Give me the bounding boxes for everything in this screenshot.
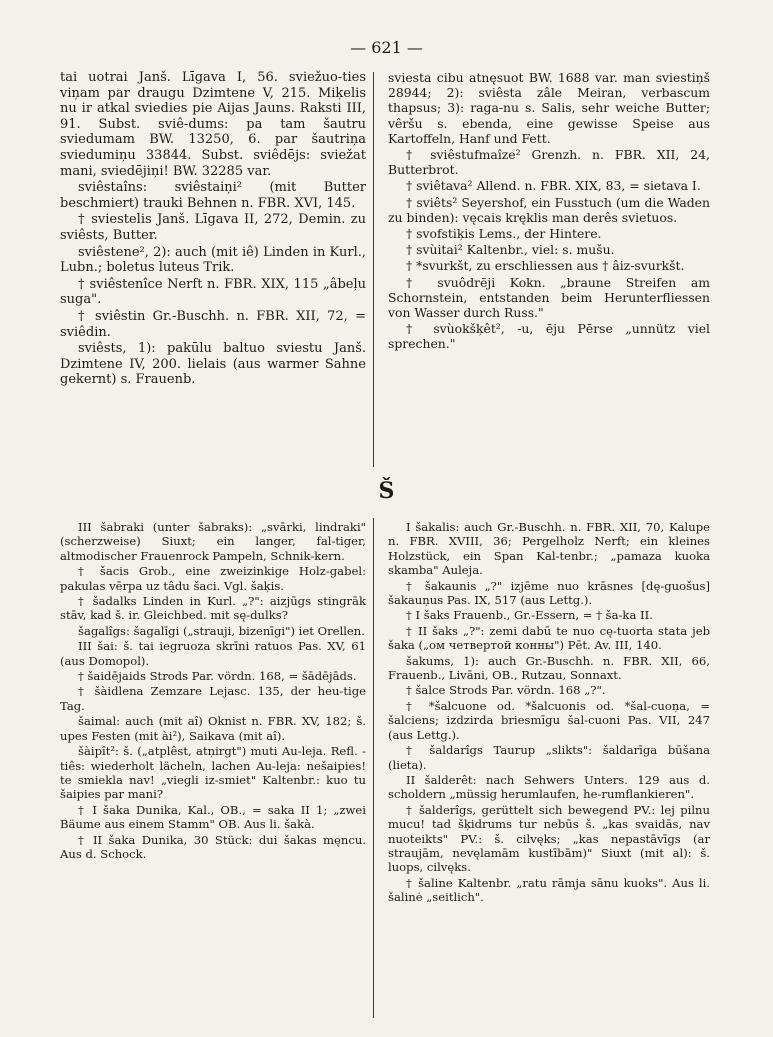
- entry: † šakaunis „?" izjēme nuo krāsnes [dę-guošus] šakauņus Pas. IX, 517 (aus Lettg.).: [388, 578, 710, 608]
- column-bottom-left: [60, 520, 366, 862]
- entry: † sviêstufmaîze² Grenzh. n. FBR. XII, 24, Butterbrot.: [388, 147, 710, 178]
- page-number: — 621 —: [350, 38, 423, 57]
- entry: šagalîgs: šagalīgi („strauji, bizenīgi") iet Orellen.: [78, 623, 365, 638]
- column-rule-top: [373, 72, 374, 467]
- entry: † sviêts² Seyershof, ein Fusstuch (um die Waden zu binden): vęcais kręklis man derês svietuos.: [388, 194, 710, 225]
- entry: sviesta cibu atnęsuot BW. 1688 var. man sviestiņš 28944; 2): sviêsta zâle Meiran, verbascum thapsus; 3): raga-nu s. Salis, sehr weiche Butter; vêršu s. ebenda, eine gewisse Speise aus Kartoffeln, Hanf und Fett.: [388, 70, 710, 146]
- column-top-left: [60, 70, 366, 389]
- entry: † svùokšķêt², -u, ēju Pērse „unnütz viel sprechen.": [388, 321, 710, 352]
- entry: II šalderêt: nach Sehwers Unters. 129 aus d. scholdern „müssig herumlaufen, he-rumflankieren".: [388, 772, 710, 802]
- entry: † šalce Strods Par. vördn. 168 „?".: [406, 683, 606, 698]
- column-bottom-right: [388, 520, 710, 906]
- entry: sviêstaîns: sviêstaiņi² (mit Butter beschmiert) trauki Behnen n. FBR. XVI, 145.: [60, 180, 366, 211]
- entry: I šakalis: auch Gr.-Buschh. n. FBR. XII, 70, Kalupe n. FBR. XVIII, 36; Pergelholz Nerft; ein kleines Holzstück, ein Span Kal-tenbr.; „pamaza kuoka skamba" Auleja.: [388, 520, 710, 578]
- entry: III šabraki (unter šabraks): „svārki, lindraki" (scherzweise) Siuxt; ein langer, fal-tiger, altmodischer Frauenrock Pampeln, Schnik-kern.: [60, 520, 366, 563]
- entry: † šaidējaids Strods Par. vördn. 168, = šādējāds.: [78, 669, 357, 684]
- entry: † sviêstenîce Nerft n. FBR. XIX, 115 „âbeļu suga".: [60, 276, 366, 308]
- entry: † *šalcuone od. *šalcuonis od. *šal-cuoņa, = šalciens; izdzirda briesmīgu šal-cuoni Pas. VII, 247 (aus Lettg.).: [388, 698, 710, 742]
- entry: † svofstiķis Lems., der Hintere.: [406, 226, 602, 242]
- entry: šaimal: auch (mit aî) Oknist n. FBR. XV, 182; š. upes Festen (mit ài²), Saikava (mit aî).: [60, 714, 366, 743]
- entry: III šai: š. tai iegruoza skrīni ratuos Pas. XV, 61 (aus Domopol).: [60, 639, 366, 668]
- entry: tai uotrai Janš. Līgava I, 56. sviežuo-ties viņam par draugu Dzimtene V, 215. Miķelis nu ir atkal sviedies pie Aijas Jauns. Raksti III, 91. Subst. sviê-dums: pa tam šautru sviedumam BW. 13250, 6. par šautriņa sviedumiņu 33844. Subst. sviêdējs: sviežat mani, sviedējiņi! BW. 32285 var.: [60, 70, 366, 179]
- entry: † I šaka Dunika, Kal., OB., = saka II 1; „zwei Bäume aus einem Stamm" OB. Aus li. šakà.: [60, 802, 366, 832]
- entry: sviêsts, 1): pakūlu baltuo sviestu Janš. Dzimtene IV, 200. lielais (aus warmer Sahne gekernt) s. Frauenb.: [60, 341, 366, 388]
- section-letter: Š: [378, 478, 395, 504]
- entry: † sviêstin Gr.-Buschh. n. FBR. XII, 72, = sviêdin.: [60, 308, 366, 340]
- entry: šakums, 1): auch Gr.-Buschh. n. FBR. XII, 66, Frauenb., Livāni, OB., Rutzau, Sonnaxt.: [388, 653, 710, 683]
- entry: sviêstene², 2): auch (mit iê) Linden in Kurl., Lubn.; boletus luteus Trik.: [60, 244, 366, 276]
- entry: † svuôdrēji Kokn. „braune Streifen am Schornstein, entstanden beim Herunterfliessen von Wasser durch Russ.": [388, 274, 710, 321]
- entry: † šaldarîgs Taurup „slikts": šaldarīga būšana (lieta).: [388, 743, 710, 772]
- column-rule-bottom: [373, 518, 374, 1018]
- entry: † I šaks Frauenb., Gr.-Essern, = † ša-ka II.: [406, 608, 653, 623]
- entry: † šàidlena Zemzare Lejasc. 135, der heu-tige Tag.: [60, 684, 366, 713]
- entry: † svùitai² Kaltenbr., viel: s. mušu.: [406, 242, 615, 258]
- entry: † II šaka Dunika, 30 Stück: dui šakas męncu. Aus d. Schock.: [60, 832, 366, 861]
- entry: † šaline Kaltenbr. „ratu rāmja sānu kuoks". Aus li. šalinė „seitlich".: [388, 875, 710, 905]
- entry: † šacis Grob., eine zweizinkige Holz-gabel: pakulas vērpa uz tâdu šaci. Vgl. šaķis.: [60, 564, 366, 593]
- entry: šàipît²: š. („atplêst, atņirgt") muti Au-leja. Refl. -tiês: wiederholt lächeln, lachen Au-leja: nešaipies! te smiekla nav! „viegli iz-smiet" Kaltenbr.: kuo tu šaipies par mani?: [60, 744, 366, 802]
- entry: † šadalks Linden in Kurl. „?": aizjūgs stingrāk stāv, kad š. ir. Gleichbed. mit sę-dulks?: [60, 594, 366, 623]
- entry: † šalderîgs, gerüttelt sich bewegend PV.: lej pilnu mucu! tad šķidrums tur nebūs š. „kas svaidās, nav nuoteikts" PV.: š. cilvęks; „kas nepastāvīgs (ar straujām, nevęlamām kustībām)" Siuxt (mit al): š. luops, cilvęks.: [388, 802, 710, 875]
- entry: † *svurkšt, zu erschliessen aus † âiz-svurkšt.: [406, 258, 685, 274]
- column-top-right: [388, 70, 710, 353]
- entry: † sviêtava² Allend. n. FBR. XIX, 83, = sietava I.: [406, 178, 701, 194]
- entry: † II šaks „?": zemi dabū te nuo cę-tuorta stata jeb šaka („ом четвертой конны") Pēt. Av. III, 140.: [388, 623, 710, 653]
- entry: † sviestelis Janš. Līgava II, 272, Demin. zu sviêsts, Butter.: [60, 212, 366, 243]
